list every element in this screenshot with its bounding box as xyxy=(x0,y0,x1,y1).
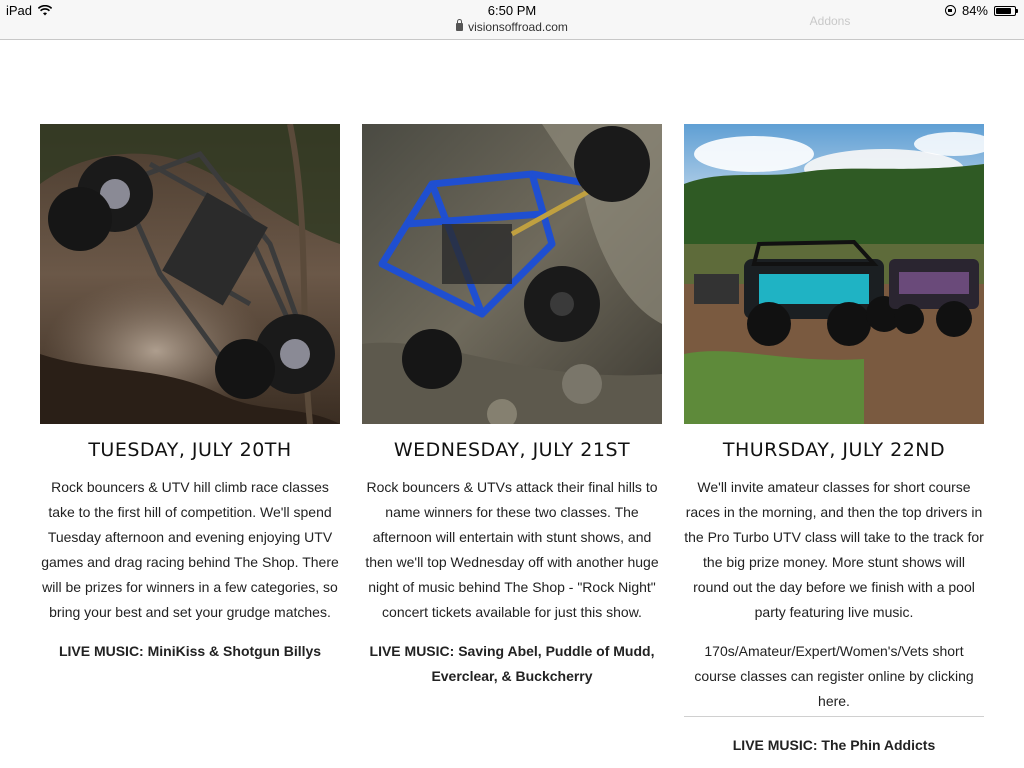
blue-buggy-rock-photo xyxy=(362,124,662,424)
battery-icon xyxy=(994,6,1016,16)
url-text[interactable]: visionsoffroad.com xyxy=(468,20,568,34)
battery-percent: 84% xyxy=(961,3,988,18)
event-day-title: THURSDAY, JULY 22ND xyxy=(722,439,946,461)
event-column-wednesday xyxy=(362,124,662,689)
live-music-label: LIVE MUSIC: The Phin Addicts xyxy=(732,737,936,753)
status-bar xyxy=(0,0,1024,40)
registration-link[interactable]: 170s/Amateur/Expert/Women's/Vets short course classes can register online by clicking here. xyxy=(694,643,974,709)
lock-icon xyxy=(456,23,463,31)
rock-bouncer-hill-photo xyxy=(40,124,340,424)
faded-header-label: Addons xyxy=(809,14,851,28)
faded-header-text xyxy=(700,0,960,36)
event-column-thursday xyxy=(684,124,984,758)
live-music-label: LIVE MUSIC: MiniKiss & Shotgun Billys xyxy=(58,643,322,659)
event-column-tuesday xyxy=(40,124,340,664)
event-day-title: WEDNESDAY, JULY 21ST xyxy=(393,439,631,461)
event-description: Rock bouncers & UTVs attack their final hills to name winners for these two classes. The afternoon will entertain with stunt shows, and then we'll top Wednesday off with another huge night of music behind The Shop - "Rock Night" concert tickets available for just this show. xyxy=(365,479,659,620)
utv-short-course-photo xyxy=(684,124,984,424)
clock: 6:50 PM xyxy=(487,3,537,18)
event-day-title: TUESDAY, JULY 20TH xyxy=(88,439,292,461)
device-label: iPad xyxy=(6,3,33,18)
event-description: Rock bouncers & UTV hill climb race classes take to the first hill of competition. We'll spend Tuesday afternoon and evening enjoying UTV games and drag racing behind The Shop. There will be prizes for winners in a few categories, so bring your best and set your grudge matches. xyxy=(41,479,339,620)
divider xyxy=(684,716,984,717)
live-music-label: LIVE MUSIC: Saving Abel, Puddle of Mudd, Everclear, & Buckcherry xyxy=(369,643,655,684)
event-description: We'll invite amateur classes for short course races in the morning, and then the top drivers in the Pro Turbo UTV class will take to the track for the big prize money. More stunt shows will round out the day before we finish with a pool party featuring live music. xyxy=(684,479,984,620)
